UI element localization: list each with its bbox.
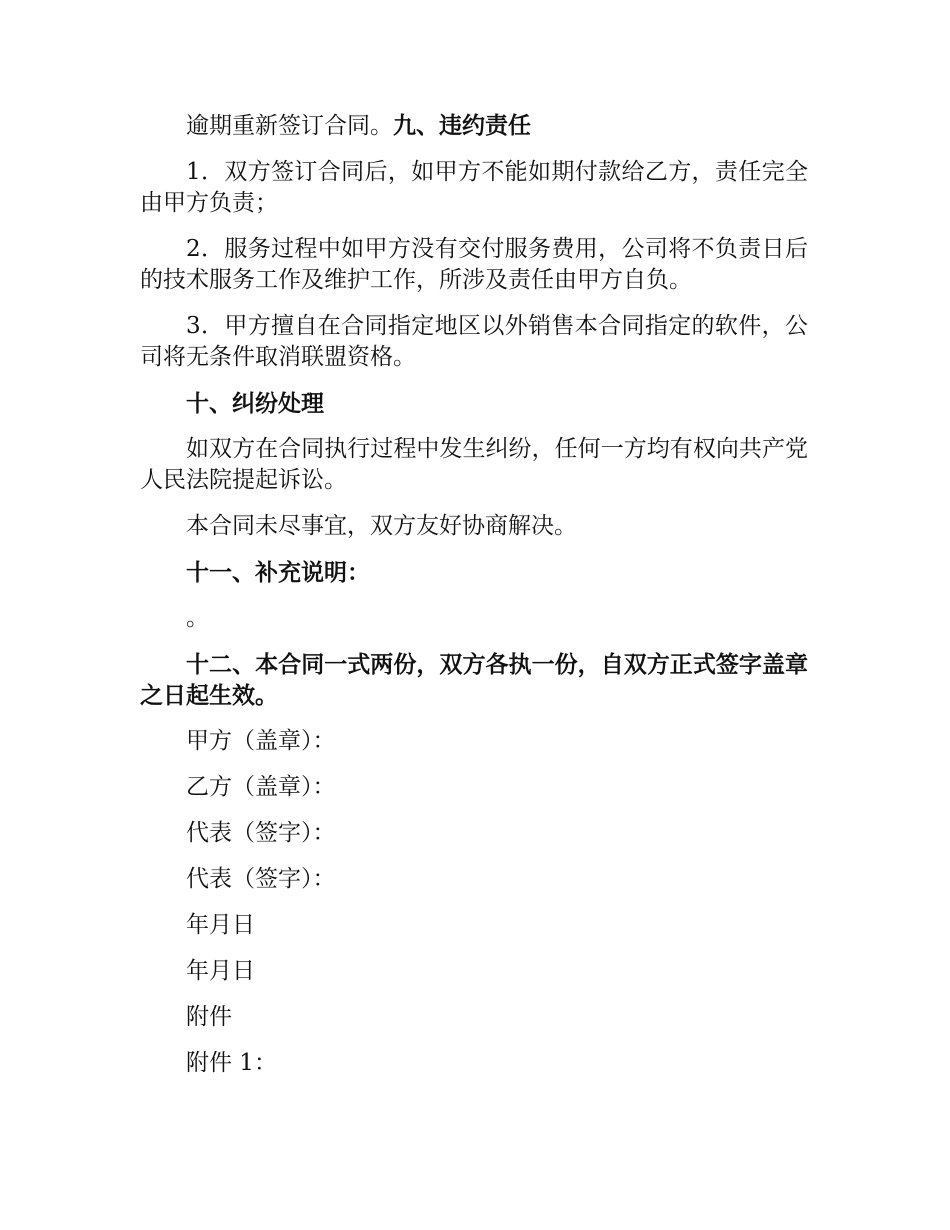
paragraph-overdue-renewal	[140, 110, 808, 142]
document-body	[140, 110, 808, 1094]
paragraph-supplement-content: 。	[186, 605, 209, 631]
clause-3-unauthorized-sales: 3．甲方擅自在合同指定地区以外销售本合同指定的软件，公司将无条件取消联盟资格。	[140, 313, 808, 370]
paragraph-unresolved-matters: 本合同未尽事宜，双方友好协商解决。	[186, 513, 577, 539]
attachment-1-label: 附件 1：	[186, 1050, 277, 1076]
clause-2-service-fee: 2．服务过程中如甲方没有交付服务费用，公司将不负责日后的技术服务工作及维护工作，所涉及责任由甲方自负。	[140, 236, 808, 293]
signature-representative-a: 代表（签字）：	[186, 820, 336, 846]
signature-party-a: 甲方（盖章）：	[186, 728, 336, 754]
section-heading-breach: 九、违约责任	[393, 112, 531, 139]
signature-party-b: 乙方（盖章）：	[186, 774, 336, 800]
section-heading-dispute: 十、纠纷处理	[186, 390, 324, 417]
signature-date-a: 年月日	[186, 912, 255, 938]
paragraph-text: 逾期重新签订合同。	[186, 113, 393, 139]
clause-1-payment: 1．双方签订合同后，如甲方不能如期付款给乙方，责任完全由甲方负责；	[140, 159, 808, 216]
signature-representative-b: 代表（签字）：	[186, 866, 336, 892]
attachment-heading: 附件	[186, 1004, 232, 1030]
signature-date-b: 年月日	[186, 958, 255, 984]
paragraph-dispute-lawsuit: 如双方在合同执行过程中发生纠纷，任何一方均有权向共产党人民法院提起诉讼。	[140, 436, 808, 493]
section-heading-effective: 十二、本合同一式两份，双方各执一份，自双方正式签字盖章之日起生效。	[140, 651, 808, 709]
section-heading-supplement: 十一、补充说明：	[186, 559, 370, 586]
